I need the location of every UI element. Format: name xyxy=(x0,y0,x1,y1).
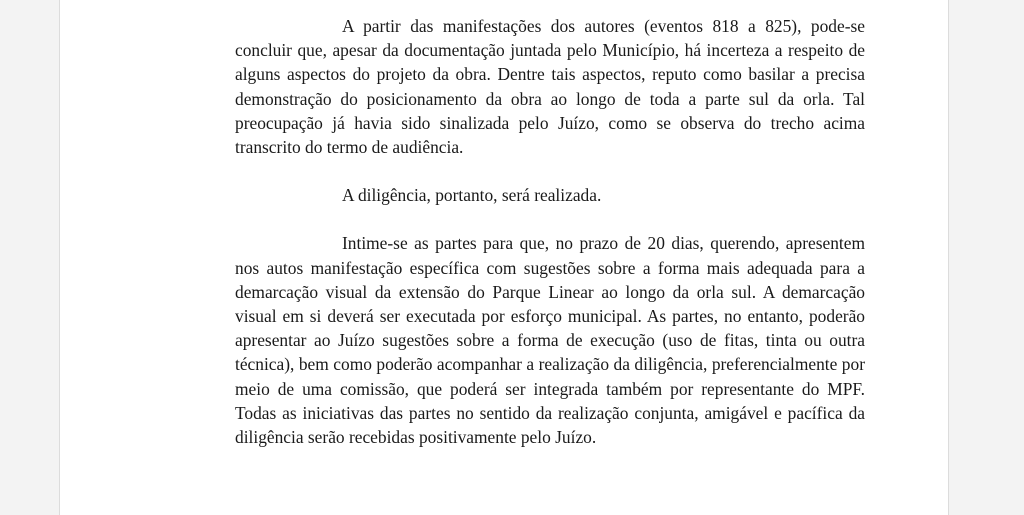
paragraph-spacer xyxy=(235,207,865,231)
paragraph-3: Intime-se as partes para que, no prazo de 20 dias, querendo, apresentem nos autos manifestação específica com sugestões sobre a forma mais adequada para a demarcação visual da extensão do Parque Linear ao longo da orla sul. A demarcação visual em si deverá ser executada por esforço municipal. As partes, no entanto, poderão apresentar ao Juízo sugestões sobre a forma de execução (uso de fitas, tinta ou outra técnica), bem como poderão acompanhar a realização da diligência, preferencialmente por meio de uma comissão, que poderá ser integrada também por representante do MPF. Todas as iniciativas das partes no sentido da realização conjunta, amigável e pacífica da diligência serão recebidas positivamente pelo Juízo. xyxy=(235,233,865,448)
paragraph-1: A partir das manifestações dos autores (eventos 818 a 825), pode-se concluir que, apesar da documentação juntada pelo Município, há incerteza a respeito de alguns aspectos do projeto da obra. Dentre tais aspectos, reputo como basilar a precisa demonstração do posicionamento da obra ao longo de toda a parte sul da orla. Tal preocupação já havia sido sinalizada pelo Juízo, como se observa do trecho acima transcrito do termo de audiência. xyxy=(235,16,865,158)
paragraph-spacer xyxy=(235,159,865,183)
document-page xyxy=(59,0,949,515)
paragraph-2: A diligência, portanto, será realizada. xyxy=(342,185,602,206)
document-body xyxy=(235,14,865,449)
